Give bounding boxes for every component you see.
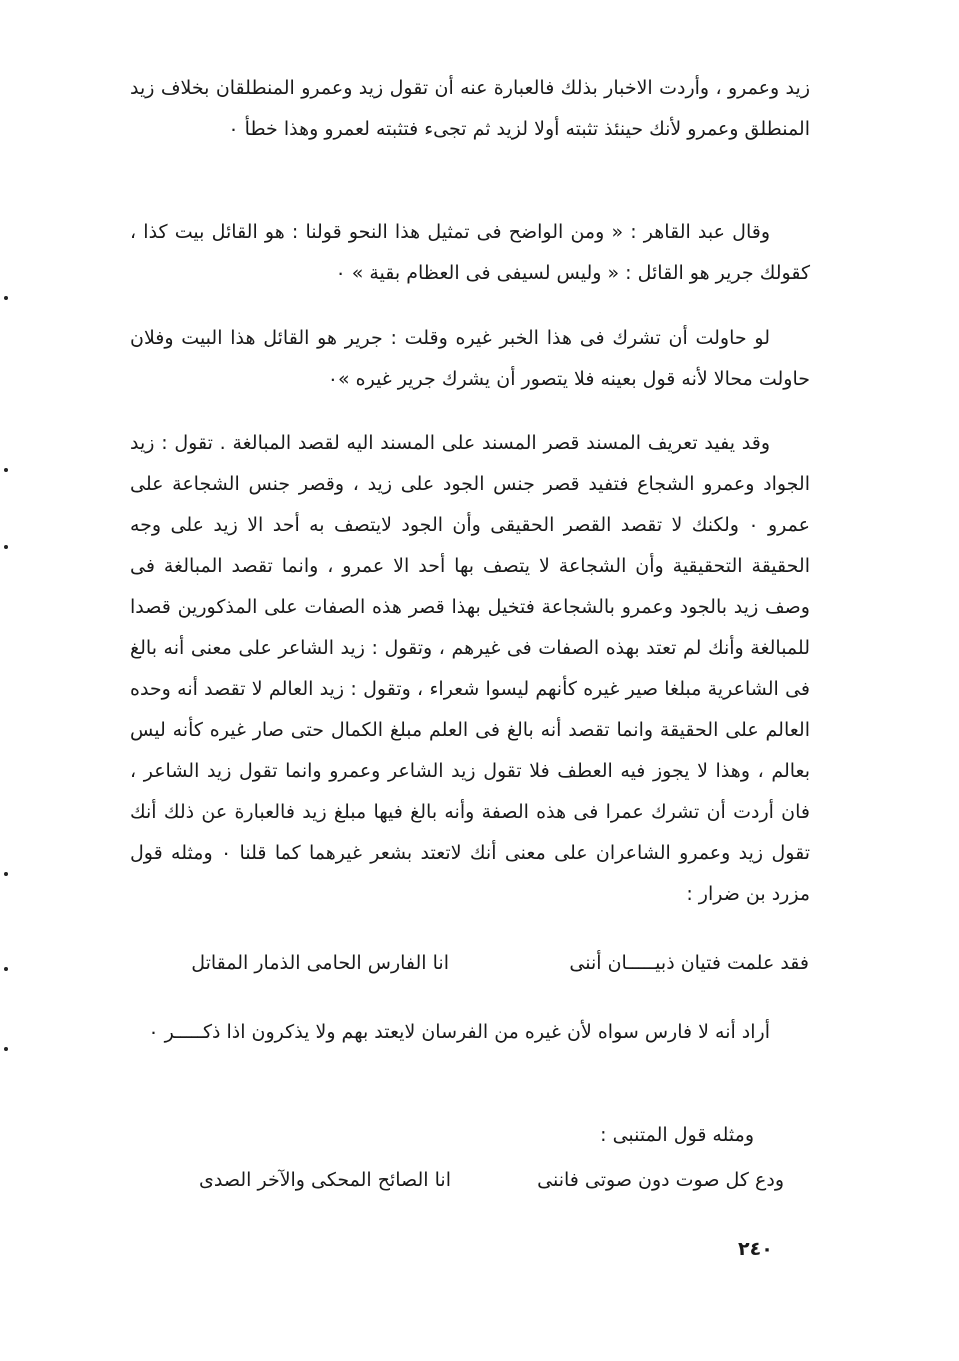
margin-dot — [4, 545, 8, 549]
paragraph-5: أراد أنه لا فارس سواه لأن غيره من الفرسان لايعتد بهم ولا يذكرون اذا ذكـــــر ٠ — [148, 1021, 770, 1043]
verse-2-first-hemistich: ودع كل صوت دون صوتى فاننى — [537, 1169, 784, 1191]
paragraph-2-block — [130, 212, 810, 294]
paragraph-2: وقال عبد القاهر : « ومن الواضح فى تمثيل هذا النحو قولنا : هو القائل بيت كذا ، كقولك جرير هو القائل : « وليس لسيفى فى العظام بقية » ٠ — [130, 221, 810, 284]
verse-2-intro: ومثله قول المتنبى : — [600, 1124, 754, 1146]
paragraph-1-block — [130, 68, 810, 150]
paragraph-4: وقد يفيد تعريف المسند قصر المسند على المسند اليه لقصد المبالغة . تقول : زيد الجواد وعمرو الشجاع فتفيد قصر جنس الجود على زيد ، وقصر جنس الشجاعة على عمرو ٠ ولكنك لا تقصد القصر الحقيقى وأن الجود لايتصف به أحد الا زيد على وجه الحقيقة التحقيقية وأن الشجاعة لا يتصف بها أحد الا عمرو ، وانما تقصد المبالغة فى وصف زيد بالجود وعمرو بالشجاعة فتخيل بهذا قصر هذه الصفات على المذكورين قصدا للمبالغة وأنك لم تعتد بهذه الصفات فى غيرهم ، وتقول : زيد الشاعر على معنى أنه بالغ فى الشاعرية مبلغا صير غيره كأنهم ليسوا شعراء ، وتقول : زيد العالم لا تقصد أنه وحده العالم على الحقيقة وانما تقصد أنه بالغ فى العلم مبلغ الكمال حتى صار غيره كأنه ليس بعالم ، وهذا لا يجوز فيه العطف فلا تقول زيد الشاعر وعمرو وانما تقول زيد الشاعر ، فان أردت أن تشرك عمرا فى هذه الصفة وأنه بالغ فيها مبلغ زيد فالعبارة عن ذلك أنك تقول زيد وعمرو الشاعران على معنى أنك لاتعتد بشعر غيرهما كما قلنا ٠ ومثله قول مزرد بن ضرار : — [130, 432, 810, 905]
margin-dot — [4, 468, 8, 472]
page-number: ٢٤٠ — [738, 1238, 773, 1260]
verse-2-second-hemistich: انا الصائح المحكى والآخر الصدى — [199, 1169, 451, 1191]
margin-dot — [4, 872, 8, 876]
margin-dot — [4, 1047, 8, 1051]
verse-1-second-hemistich: انا الفارس الحامى الذمار المقاتل — [191, 952, 449, 974]
paragraph-5-block — [130, 1012, 810, 1053]
paragraph-4-block — [130, 423, 810, 915]
paragraph-3: لو حاولت أن تشرك فى هذا الخبر غيره وقلت : جرير هو القائل هذا البيت وفلان حاولت محالا لأنه قول بعينه فلا يتصور أن يشرك جرير غيره »٠ — [130, 327, 810, 390]
paragraph-1: زيد وعمرو ، وأردت الاخبار بذلك فالعبارة عنه أن تقول زيد وعمرو المنطلقان بخلاف زيد المنطلق وعمرو لأنك حينئذ تثبته أولا لزيد ثم تجىء فتثبته لعمرو وهذا خطأ ٠ — [130, 77, 810, 140]
verse-1-first-hemistich: فقد علمت فتيان ذبيـــــان أننى — [569, 952, 809, 974]
paragraph-3-block — [130, 318, 810, 400]
margin-dot — [4, 296, 8, 300]
margin-dot — [4, 967, 8, 971]
